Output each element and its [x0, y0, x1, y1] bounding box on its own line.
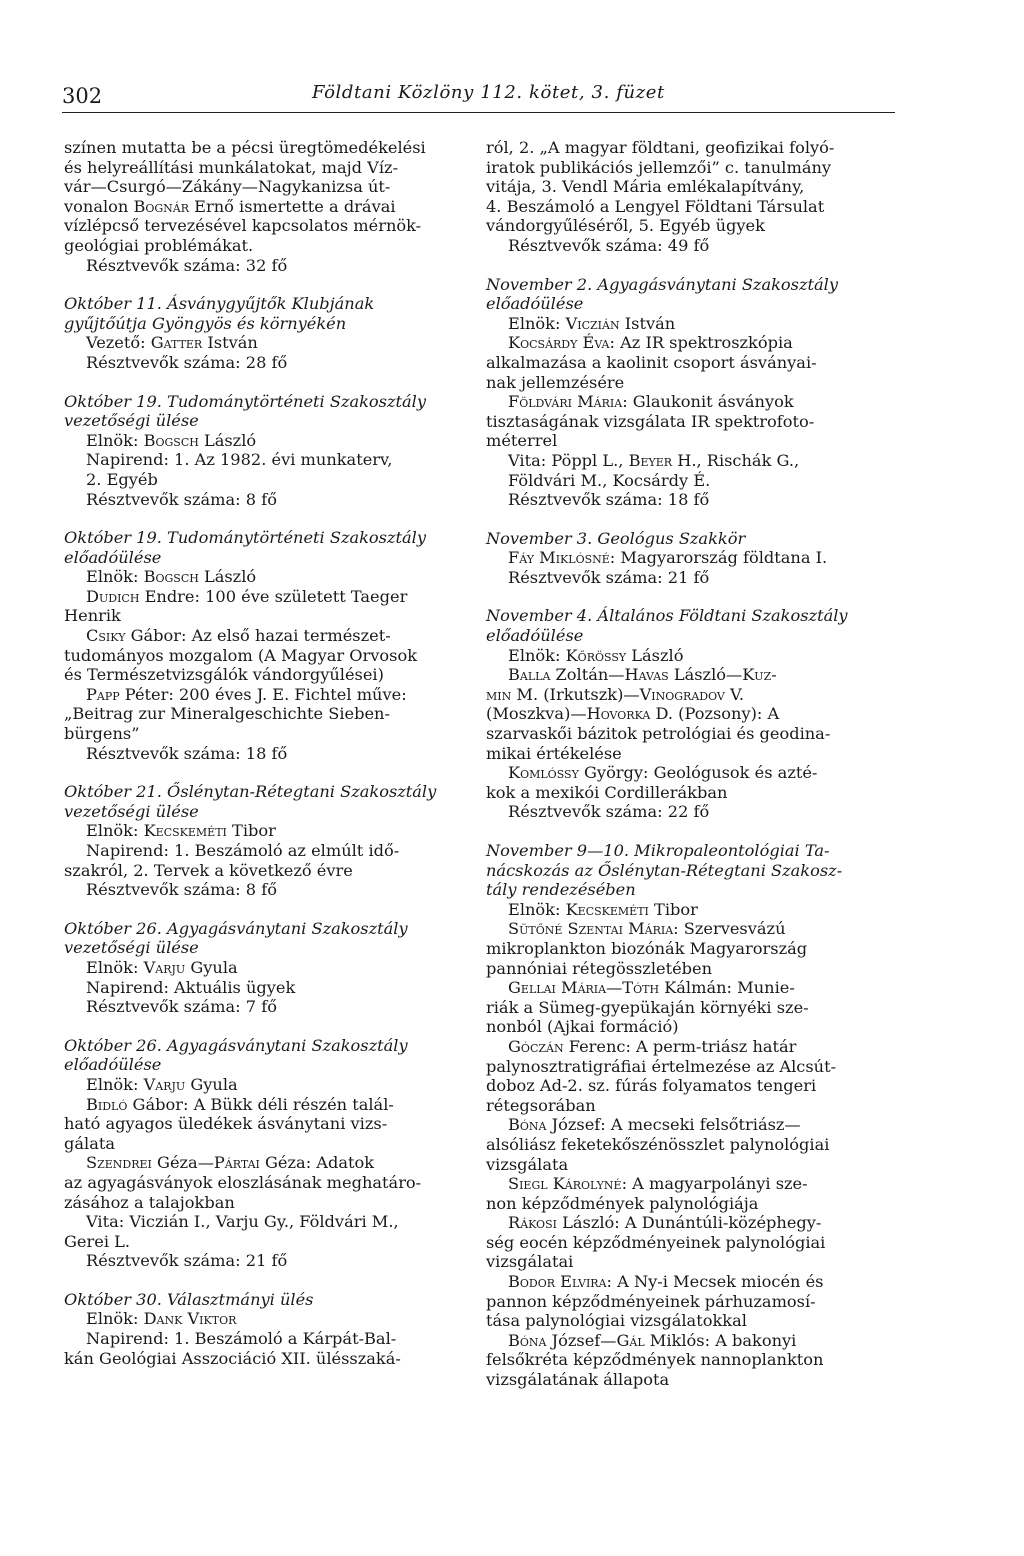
text: László: [198, 430, 257, 450]
event-title: előadóülése: [486, 294, 584, 314]
event-title: vezetőségi ülése: [64, 411, 199, 431]
event-title: tály rendezésében: [486, 880, 636, 900]
text-line: Napirend: 1. Beszámoló az elmúlt idő-: [86, 841, 400, 860]
text-line: [486, 1115, 886, 1135]
text-line: alkalmazása a kaolinit csoport ásványai-: [486, 352, 817, 372]
event-entry: [64, 1290, 464, 1368]
person-name: Varju: [143, 957, 186, 977]
text: László: [198, 567, 257, 587]
text-line: mikroplankton biozónák Magyarország: [486, 938, 808, 958]
text: Zoltán—: [550, 665, 625, 685]
text-line: kán Geológiai Asszociáció XII. ülésszaká-: [64, 1348, 401, 1368]
event-title: előadóülése: [64, 1055, 162, 1075]
text: Elnök:: [508, 645, 566, 665]
text-line: [64, 626, 464, 646]
participants-count: Résztvevők száma: 18 fő: [86, 743, 288, 763]
text-line: [64, 1095, 464, 1115]
text: Elnök:: [86, 1074, 144, 1094]
text-line: palynosztratigráfiai értelmezése az Alcsút-: [486, 1056, 837, 1076]
text: Miklós: A bakonyi: [644, 1330, 797, 1350]
text-line: pannóniai rétegösszletében: [486, 958, 713, 978]
event-title: Október 19. Tudománytörténeti Szakosztály: [64, 391, 426, 411]
text-line: [486, 900, 886, 920]
journal-title: Földtani Közlöny 112. kötet, 3. füzet: [312, 82, 665, 103]
text-line: non képződmények palynológiája: [486, 1193, 759, 1213]
text-line: vizsgálatának állapota: [486, 1370, 670, 1390]
text-line: [486, 1174, 886, 1194]
participants-count: Résztvevők száma: 21 fő: [86, 1251, 288, 1271]
event-title: Október 26. Agyagásványtani Szakosztály: [64, 1035, 408, 1055]
text: : A Ny-i Mecsek miocén és: [606, 1272, 824, 1292]
text-line: és helyreállítási munkálatokat, majd Víz-: [64, 157, 399, 177]
participants-count: Résztvevők száma: 49 fő: [508, 235, 710, 255]
person-name: Góczán: [508, 1036, 564, 1056]
person-name: Dudich: [86, 586, 140, 606]
text-line: ható agyagos üledékek ásványtani vizs-: [64, 1114, 388, 1134]
text-line: Napirend: 1. Beszámoló a Kárpát-Bal-: [86, 1329, 397, 1349]
text-line: [64, 1309, 464, 1329]
text: (Moszkva)—: [486, 704, 587, 724]
text-line: [64, 567, 464, 587]
event-title: Október 19. Tudománytörténeti Szakosztály: [64, 528, 426, 548]
text-line: [64, 431, 464, 451]
event-title: előadóülése: [486, 626, 584, 646]
participants-count: Résztvevők száma: 8 fő: [86, 880, 277, 900]
participants-count: Résztvevők száma: 8 fő: [86, 489, 277, 509]
text-line: rétegsorában: [486, 1095, 596, 1115]
text-line: [64, 821, 464, 841]
text-line: [64, 333, 464, 353]
right-column: [486, 138, 886, 1390]
text: V.: [724, 684, 745, 704]
person-name: Gatter: [150, 333, 203, 353]
text-line: 2. Egyéb: [86, 469, 158, 489]
text: : Szervesvázú: [673, 919, 786, 939]
text: H., Rischák G.,: [672, 450, 800, 470]
text-line: gálata: [64, 1133, 115, 1153]
person-name: Szendrei: [86, 1153, 152, 1173]
text-line: alsóliász feketekőszénösszlet palynológiai: [486, 1134, 830, 1154]
event-entry: [486, 275, 886, 510]
person-name: Pártai: [213, 1153, 260, 1173]
event-entry: [64, 919, 464, 1017]
text-line: ról, 2. „A magyar földtani, geofizikai folyó-: [486, 138, 835, 157]
text-line: [486, 392, 886, 412]
text-line: [486, 685, 886, 705]
event-entry: [64, 782, 464, 900]
participants-count: Résztvevők száma: 22 fő: [508, 802, 710, 822]
event-entry: [64, 294, 464, 372]
person-name: Tóth: [622, 978, 660, 998]
person-name: Bóna: [508, 1330, 547, 1350]
event-entry: [486, 606, 886, 822]
text-line: [486, 1331, 886, 1351]
text-line: színen mutatta be a pécsi üregtömedékelési: [64, 138, 426, 157]
event-entry: [64, 1036, 464, 1271]
text-line: Gerei L.: [64, 1231, 131, 1251]
text-line: [64, 685, 464, 705]
event-title: Október 11. Ásványgyűjtők Klubjának: [64, 294, 375, 314]
person-name: Dank Viktor: [143, 1309, 237, 1329]
person-name: Kuz-: [742, 665, 777, 685]
person-name: Varju: [143, 1074, 186, 1094]
text: Péter: 200 éves J. E. Fichtel műve:: [119, 684, 407, 704]
text: M. (Irkutszk)—: [511, 684, 640, 704]
person-name: Bogsch: [143, 430, 199, 450]
person-name: Sütőné Szentai Mária: [508, 919, 674, 939]
text-line: [64, 197, 464, 217]
text-line: szarvaskői bázitok petrológiai és geodina-: [486, 724, 831, 744]
person-name: min: [486, 684, 512, 704]
text-line: [64, 587, 464, 607]
event-title: gyűjtőútja Gyöngyös és környékén: [64, 313, 347, 333]
person-name: Siegl Károlyné: [508, 1174, 622, 1194]
text-line: [486, 646, 886, 666]
event-title: Október 30. Választmányi ülés: [64, 1289, 314, 1309]
text-line: Napirend: Aktuális ügyek: [86, 977, 296, 997]
text: —: [606, 978, 623, 998]
text: Gyula: [185, 957, 238, 977]
event-title: Október 26. Agyagásványtani Szakosztály: [64, 918, 408, 938]
text: : Magyarország földtana I.: [609, 548, 828, 568]
left-column: [64, 138, 464, 1368]
person-name: Kocsárdy Éva: [508, 333, 610, 353]
event-title: Október 21. Őslénytan-Rétegtani Szakosztály: [64, 782, 437, 802]
text: Elnök:: [86, 430, 144, 450]
person-name: Papp: [86, 684, 120, 704]
text-line: bürgens”: [64, 724, 140, 744]
text-line: mikai értékelése: [486, 743, 622, 763]
text-line: riák a Sümeg-gyepükaján környéki sze-: [486, 997, 809, 1017]
page-number: 302: [62, 84, 103, 108]
person-name: Csiky: [86, 626, 126, 646]
text: György: Geológusok és azté-: [578, 763, 818, 783]
text-line: vándorgyűléséről, 5. Egyéb ügyek: [486, 216, 765, 236]
participants-count: Résztvevők száma: 28 fő: [86, 352, 288, 372]
text: Tibor: [648, 899, 698, 919]
text-line: [486, 314, 886, 334]
text: Elnök:: [508, 313, 566, 333]
text-line: Földvári M., Kocsárdy É.: [508, 470, 711, 490]
text-line: vár—Csurgó—Zákány—Nagykanizsa út-: [64, 177, 391, 197]
event-entry: [486, 529, 886, 588]
text-line: iratok publikációs jellemzői” c. tanulmány: [486, 157, 832, 177]
text: József: A mecseki felsőtriász—: [546, 1115, 801, 1135]
text: vonalon: [64, 196, 134, 216]
person-name: Kecskeméti: [143, 821, 227, 841]
text-line: méterrel: [486, 431, 558, 451]
text-line: felsőkréta képződmények nannoplankton: [486, 1350, 824, 1370]
text: József—: [546, 1330, 617, 1350]
text: Vita: Pöppl L.,: [508, 450, 629, 470]
text: Géza—: [151, 1153, 214, 1173]
text: Elnök:: [86, 567, 144, 587]
text-line: [64, 1075, 464, 1095]
text-line: [486, 451, 886, 471]
text: Tibor: [226, 821, 276, 841]
text-line: [486, 763, 886, 783]
text-line: kok a mexikói Cordillerákban: [486, 782, 728, 802]
text-line: tisztaságának vizsgálata IR spektrofoto-: [486, 411, 815, 431]
event-entry: [486, 841, 886, 1390]
text: Ernő ismertette a drávai: [189, 196, 396, 216]
participants-count: Résztvevők száma: 32 fő: [86, 255, 288, 275]
text-line: [486, 1037, 886, 1057]
text: László: [626, 645, 684, 665]
text: : Az IR spektroszkópia: [609, 333, 793, 353]
text: Géza: Adatok: [259, 1153, 375, 1173]
intro-paragraph: [64, 138, 464, 275]
text-line: [486, 1213, 886, 1233]
event-title: November 4. Általános Földtani Szakosztály: [486, 606, 848, 626]
person-name: Vinogradov: [639, 684, 725, 704]
text-line: ség eocén képződményeinek palynológiai: [486, 1232, 826, 1252]
event-entry: [64, 528, 464, 763]
text-line: és Természetvizsgálók vándorgyűlései): [64, 665, 384, 685]
text-line: az agyagásványok eloszlásának meghatáro-: [64, 1172, 422, 1192]
text: Endre: 100 éve született Taeger: [139, 586, 408, 606]
person-name: Komlóssy: [508, 763, 579, 783]
text-line: tása palynológiai vizsgálatokkal: [486, 1311, 747, 1331]
text-line: zásához a talajokban: [64, 1192, 235, 1212]
person-name: Viczián: [565, 313, 620, 333]
text-line: doboz Ad-2. sz. fúrás folyamatos tengeri: [486, 1076, 817, 1096]
text-line: [486, 978, 886, 998]
person-name: Gellai Mária: [508, 978, 607, 998]
event-title: előadóülése: [64, 547, 162, 567]
text: : A magyarpolányi sze-: [621, 1174, 808, 1194]
continued-entry: [486, 138, 886, 256]
text-line: [64, 958, 464, 978]
text: Ferenc: A perm-triász határ: [563, 1036, 797, 1056]
person-name: Hovorka: [586, 704, 651, 724]
text-line: tudományos mozgalom (A Magyar Orvosok: [64, 645, 418, 665]
event-title: November 3. Geológus Szakkör: [486, 528, 746, 548]
participants-count: Résztvevők száma: 7 fő: [86, 997, 277, 1017]
text-line: nak jellemzésére: [486, 372, 625, 392]
event-title: vezetőségi ülése: [64, 938, 199, 958]
text: Gyula: [185, 1074, 238, 1094]
event-title: nácskozás az Őslénytan-Rétegtani Szakosz-: [486, 860, 843, 880]
text-line: Henrik: [64, 606, 121, 626]
text-line: vizsgálata: [486, 1154, 569, 1174]
text: Gábor: A Bükk déli részén talál-: [127, 1094, 394, 1114]
text: László—: [668, 665, 743, 685]
person-name: Bóna: [508, 1115, 547, 1135]
text-line: geológiai problémákat.: [64, 235, 254, 255]
person-name: Balla: [508, 665, 551, 685]
person-name: Fáy Miklósné: [508, 548, 610, 568]
text: Vezető:: [86, 333, 151, 353]
event-title: November 2. Agyagásványtani Szakosztály: [486, 274, 838, 294]
text-line: [486, 919, 886, 939]
text-line: vitája, 3. Vendl Mária emlékalapítvány,: [486, 177, 805, 197]
text-line: vizsgálatai: [486, 1252, 574, 1272]
text: Kálmán: Munie-: [659, 978, 795, 998]
text: Elnök:: [508, 899, 566, 919]
text: István: [619, 313, 676, 333]
event-title: vezetőségi ülése: [64, 801, 199, 821]
text: Elnök:: [86, 957, 144, 977]
text: D. (Pozsony): A: [650, 704, 780, 724]
person-name: Bogsch: [143, 567, 199, 587]
text-line: Vita: Viczián I., Varju Gy., Földvári M.,: [86, 1212, 399, 1232]
text-line: 4. Beszámoló a Lengyel Földtani Társulat: [486, 196, 825, 216]
person-name: Bidló: [86, 1094, 128, 1114]
text-line: „Beitrag zur Mineralgeschichte Sieben-: [64, 704, 390, 724]
participants-count: Résztvevők száma: 18 fő: [508, 490, 710, 510]
text: Elnök:: [86, 1309, 144, 1329]
text: István: [202, 333, 258, 353]
text-line: [486, 1272, 886, 1292]
person-name: Kecskeméti: [565, 899, 649, 919]
participants-count: Résztvevők száma: 21 fő: [508, 567, 710, 587]
text-line: [486, 333, 886, 353]
text: László: A Dunántúli-középhegy-: [556, 1213, 822, 1233]
text-line: [64, 1153, 464, 1173]
text-line: [486, 548, 886, 568]
running-header: [62, 78, 895, 110]
person-name: Beyer: [628, 450, 673, 470]
person-name: Gál: [616, 1330, 645, 1350]
person-name: Földvári Mária: [508, 392, 623, 412]
person-name: Bodor Elvira: [508, 1272, 607, 1292]
text-line: vízlépcső tervezésével kapcsolatos mérnök-: [64, 216, 422, 236]
text-line: szakról, 2. Tervek a következő évre: [64, 860, 353, 880]
text-line: nonból (Ajkai formáció): [486, 1017, 679, 1037]
text: Gábor: Az első hazai természet-: [125, 626, 391, 646]
person-name: Bognár: [133, 196, 190, 216]
event-title: November 9—10. Mikropaleontológiai Ta-: [486, 841, 830, 860]
person-name: Havas: [624, 665, 669, 685]
text-line: [486, 665, 886, 685]
person-name: Rákosi: [508, 1213, 557, 1233]
header-rule: [62, 112, 895, 113]
text-line: [486, 704, 886, 724]
text-line: pannon képződményeinek párhuzamosí-: [486, 1291, 816, 1311]
text: Elnök:: [86, 821, 144, 841]
event-entry: [64, 392, 464, 510]
text: : Glaukonit ásványok: [622, 392, 794, 412]
text-line: Napirend: 1. Az 1982. évi munkaterv,: [86, 450, 393, 470]
person-name: Kőrössy: [565, 645, 627, 665]
